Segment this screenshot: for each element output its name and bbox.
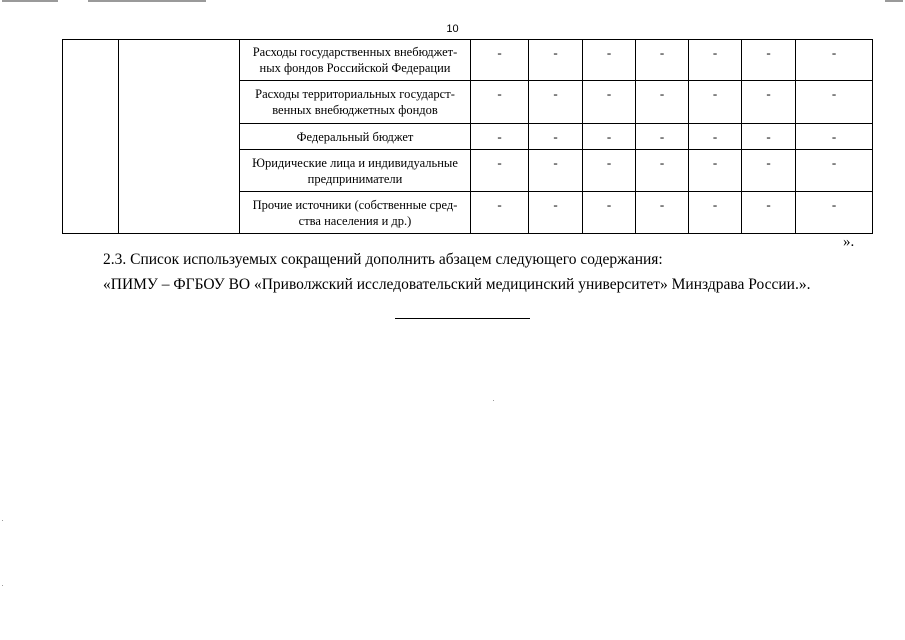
value-cell: - [796,150,873,192]
value-cell: - [689,40,742,81]
value-cell: - [583,124,636,150]
source-label-line: Федеральный бюджет [296,129,414,144]
scan-speck [2,520,3,521]
value-cell: - [689,150,742,192]
value-cell: - [636,81,689,124]
source-label-line: Прочие источники (собственные сред- [252,197,458,212]
value-cell: - [471,150,529,192]
section-end-rule [395,318,530,319]
value-cell: - [471,81,529,124]
value-cell: - [796,192,873,234]
source-label-line: ных фондов Российской Федерации [259,61,451,75]
amendment-paragraph: 2.3. Список используемых сокращений дополнить абзацем следующего содержания: [103,251,663,268]
source-label-line: предприниматели [307,171,403,186]
source-label-line: Юридические лица и индивидуальные [252,155,458,170]
value-cell: - [742,81,796,124]
value-cell: - [471,40,529,81]
page-number: 10 [446,23,459,35]
value-cell: - [796,81,873,124]
value-cell: - [529,81,583,124]
value-cell: - [689,192,742,234]
value-cell: - [636,40,689,81]
source-label-line: Расходы территориальных государст- [255,87,455,101]
value-cell: - [529,150,583,192]
value-cell: - [636,124,689,150]
value-cell: - [742,40,796,81]
value-cell: - [583,192,636,234]
value-cell: - [796,124,873,150]
source-label-cell [240,40,471,81]
value-cell: - [742,150,796,192]
scan-speck [493,400,494,401]
value-cell: - [471,124,529,150]
source-label-line: венных внебюджетных фондов [272,103,438,117]
blank-column-cell [63,40,119,234]
value-cell: - [742,192,796,234]
value-cell: - [583,40,636,81]
scan-edge-mark [88,0,206,2]
source-label-cell [240,81,471,124]
value-cell: - [583,150,636,192]
source-label-line: ства населения и др.) [298,213,412,228]
table-row [63,40,873,81]
value-cell: - [742,124,796,150]
value-cell: - [529,192,583,234]
value-cell: - [796,40,873,81]
scan-speck [2,585,3,586]
funding-sources-table [62,39,873,234]
value-cell: - [471,192,529,234]
source-label-line: Расходы государственных внебюджет- [252,45,458,59]
table-closing-quote: ». [843,234,855,250]
value-cell: - [583,81,636,124]
value-cell: - [529,124,583,150]
scan-edge-mark [885,0,903,2]
value-cell: - [689,81,742,124]
source-label-cell [240,192,471,234]
scan-edge-mark [2,0,58,2]
value-cell: - [636,150,689,192]
value-cell: - [636,192,689,234]
source-label-cell [240,150,471,192]
value-cell: - [689,124,742,150]
value-cell: - [529,40,583,81]
abbreviation-paragraph: «ПИМУ – ФГБОУ ВО «Приволжский исследовательский медицинский университет» Минздрава России.». [103,276,811,293]
blank-column-cell [119,40,240,234]
source-label-cell [240,124,471,150]
